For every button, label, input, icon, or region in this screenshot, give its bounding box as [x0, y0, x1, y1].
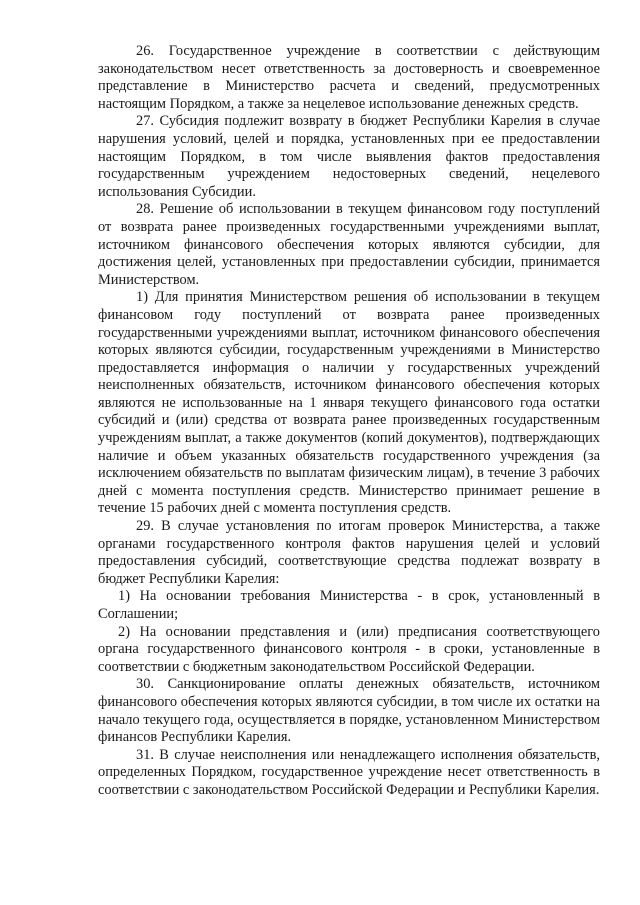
paragraph-29-item-1: 1) На основании требования Министерства - в срок, установленный в Соглашении; — [98, 588, 600, 622]
paragraph-30: 30. Санкционирование оплаты денежных обязательств, источником финансового обеспечения которых являются субсидии, в том числе их остатки на начало текущего года, осуществляется в порядке, установленном Министерством финансов Республики Карелия. — [98, 676, 600, 746]
document-body — [98, 43, 600, 800]
paragraph-26: 26. Государственное учреждение в соответствии с действующим законодательством несет ответственность за достоверность и своевременное представление в Министерство расчета и сведений, предусмотренных настоящим Порядком, а также за нецелевое использование денежных средств. — [98, 43, 600, 112]
paragraph-29: 29. В случае установления по итогам проверок Министерства, а также органами государственного контроля фактов нарушения целей и условий предоставления субсидий, соответствующие средства подлежат возврату в бюджет Республики Карелия: — [98, 518, 600, 587]
paragraph-29-item-2: 2) На основании представления и (или) предписания соответствующего органа государственного финансового контроля - в сроки, установленные в соответствии с бюджетным законодательством Российской Федерации. — [98, 623, 600, 675]
paragraph-28-item-1: 1) Для принятия Министерством решения об использовании в текущем финансовом году поступлений от возврата ранее произведенных государственными учреждениями выплат, источником финансового обеспечения которых являются субсидии, государственным учреждениями в Министерство предоставляется информация о наличии у государственных учреждений неисполненных обязательств, источником финансового обеспечения которых являются не использованные на 1 января текущего финансового года остатки субсидий и (или) средства от возврата ранее произведенных государственным учреждениям выплат, а также документов (копий документов), подтверждающих наличие и объем указанных обязательств государственного учреждения (за исключением обязательств по выплатам физическим лицам), в течение 3 рабочих дней с момента поступления средств. Министерство принимает решение в течение 15 рабочих дней с момента поступления средств. — [98, 289, 600, 517]
paragraph-31: 31. В случае неисполнения или ненадлежащего исполнения обязательств, определенных Порядком, государственное учреждение несет ответственность в соответствии с законодательством Российской Федерации и Республики Карелия. — [98, 746, 600, 798]
paragraph-27: 27. Субсидия подлежит возврату в бюджет Республики Карелия в случае нарушения условий, целей и порядка, установленных при ее предоставлении настоящим Порядком, в том числе выявления фактов предоставления государственным учреждением недостоверных сведений, нецелевого использования Субсидии. — [98, 113, 600, 200]
paragraph-28: 28. Решение об использовании в текущем финансовом году поступлений от возврата ранее произведенных государственными учреждениями выплат, источником финансового обеспечения которых являются субсидии, для достижения целей, установленных при предоставлении субсидии, принимается Министерством. — [98, 201, 600, 288]
